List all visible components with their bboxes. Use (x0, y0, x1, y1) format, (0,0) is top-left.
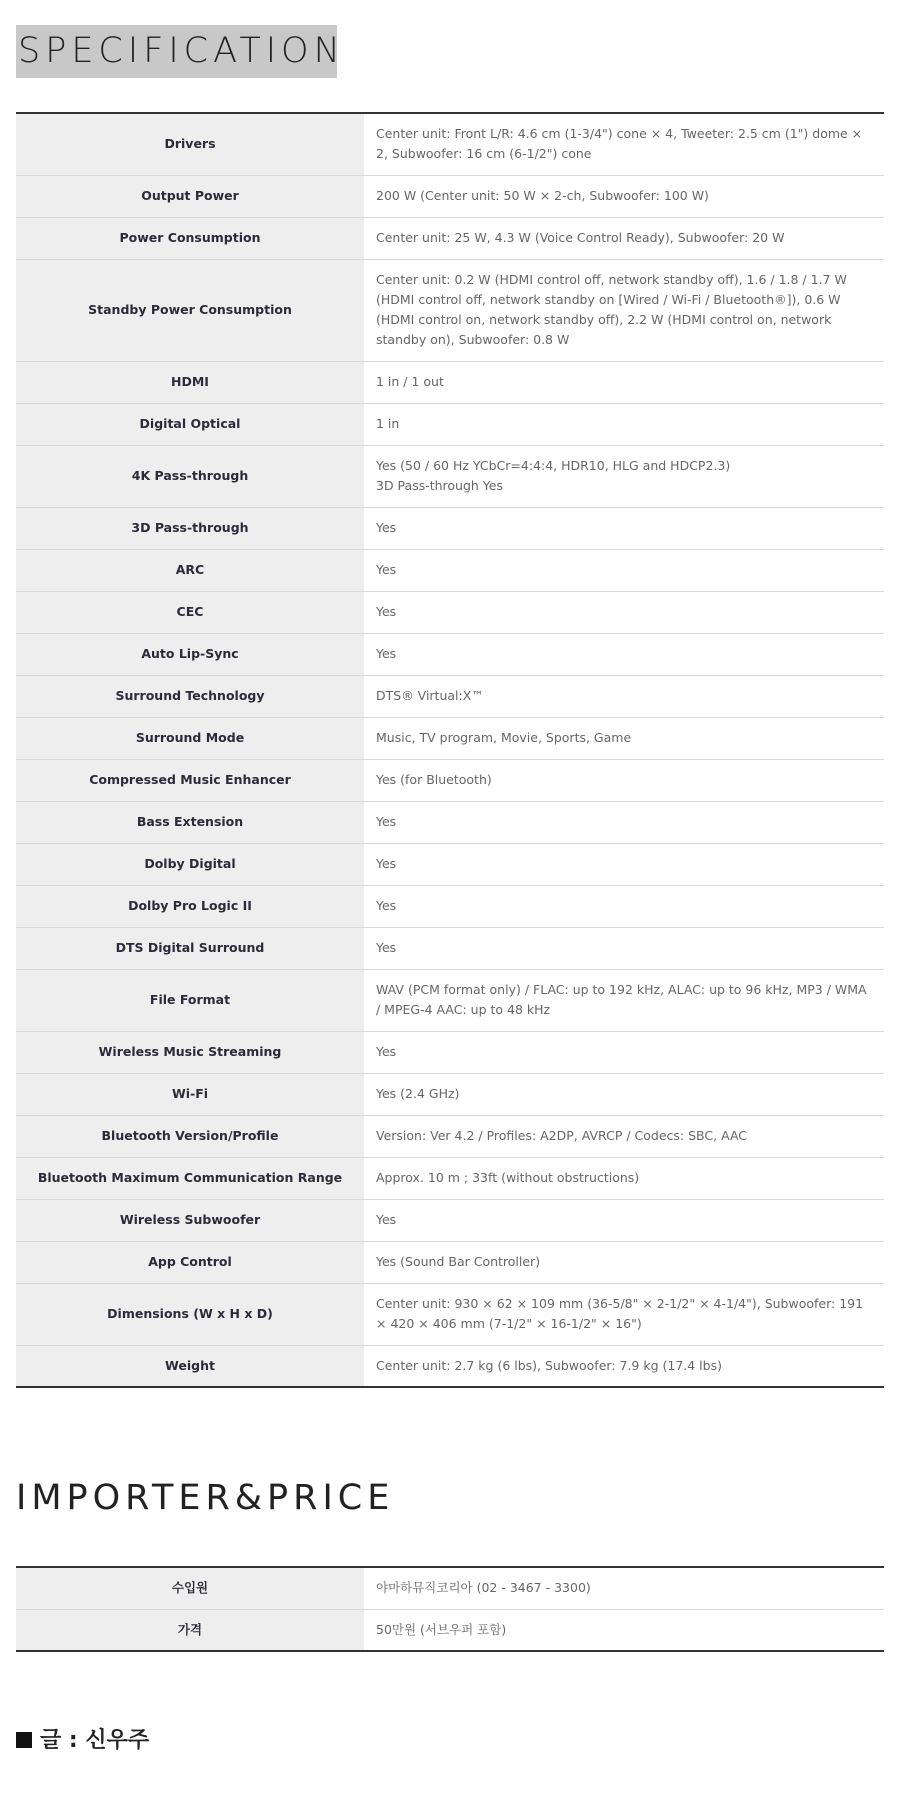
importer-label: 가격 (16, 1609, 364, 1651)
table-row (16, 403, 884, 445)
table-row (16, 259, 884, 361)
spec-label: Compressed Music Enhancer (16, 759, 364, 801)
table-row (16, 843, 884, 885)
spec-value: Yes (364, 927, 884, 969)
spec-value-line: 3D Pass-through Yes (376, 478, 503, 493)
importer-value: 야마하뮤직코리아 (02 - 3467 - 3300) (364, 1567, 884, 1609)
importer-label: 수입원 (16, 1567, 364, 1609)
spec-value (364, 445, 884, 507)
spec-label: Weight (16, 1345, 364, 1387)
spec-value: Yes (364, 507, 884, 549)
spec-label: 4K Pass-through (16, 445, 364, 507)
table-row (16, 1567, 884, 1609)
black-square-icon (16, 1732, 32, 1748)
spec-label: Wireless Music Streaming (16, 1031, 364, 1073)
spec-value: Yes (2.4 GHz) (364, 1073, 884, 1115)
table-row (16, 675, 884, 717)
table-row (16, 885, 884, 927)
importer-table-container (16, 1566, 884, 1652)
spec-value: Yes (364, 843, 884, 885)
spec-label: Bluetooth Version/Profile (16, 1115, 364, 1157)
table-row (16, 1609, 884, 1651)
spec-label: Dolby Pro Logic II (16, 885, 364, 927)
table-row (16, 113, 884, 175)
spec-value: 200 W (Center unit: 50 W × 2-ch, Subwoofer: 100 W) (364, 175, 884, 217)
spec-value: Yes (364, 801, 884, 843)
spec-value: 1 in / 1 out (364, 361, 884, 403)
spec-value: WAV (PCM format only) / FLAC: up to 192 kHz, ALAC: up to 96 kHz, MP3 / WMA / MPEG-4 AAC: up to 48 kHz (364, 969, 884, 1031)
table-row (16, 969, 884, 1031)
byline-text: 글 : 신우주 (40, 1728, 150, 1753)
spec-value: Yes (364, 591, 884, 633)
spec-label: CEC (16, 591, 364, 633)
importer-section-title: IMPORTER&PRICE (16, 1478, 395, 1518)
spec-value: Music, TV program, Movie, Sports, Game (364, 717, 884, 759)
spec-section-title: SPECIFICATION (18, 31, 345, 71)
table-row (16, 175, 884, 217)
spec-label: HDMI (16, 361, 364, 403)
table-row (16, 217, 884, 259)
table-row (16, 507, 884, 549)
spec-table (16, 112, 884, 1388)
spec-label: Standby Power Consumption (16, 259, 364, 361)
spec-value: Yes (364, 885, 884, 927)
spec-value: Yes (364, 1031, 884, 1073)
spec-label: Drivers (16, 113, 364, 175)
table-row (16, 633, 884, 675)
byline (16, 1723, 149, 1754)
table-row (16, 927, 884, 969)
table-row (16, 717, 884, 759)
spec-label: App Control (16, 1241, 364, 1283)
spec-label: 3D Pass-through (16, 507, 364, 549)
table-row (16, 1241, 884, 1283)
spec-label: Bass Extension (16, 801, 364, 843)
spec-value: Center unit: Front L/R: 4.6 cm (1-3/4") cone × 4, Tweeter: 2.5 cm (1") dome × 2, Subwoofer: 16 cm (6-1/2") cone (364, 113, 884, 175)
table-row (16, 361, 884, 403)
table-row (16, 591, 884, 633)
spec-value: Center unit: 930 × 62 × 109 mm (36-5/8" × 2-1/2" × 4-1/4"), Subwoofer: 191 × 420 × 406 mm (7-1/2" × 16-1/2" × 16") (364, 1283, 884, 1345)
spec-value: Yes (for Bluetooth) (364, 759, 884, 801)
table-row (16, 801, 884, 843)
spec-label: Power Consumption (16, 217, 364, 259)
table-row (16, 1199, 884, 1241)
spec-label: DTS Digital Surround (16, 927, 364, 969)
spec-value: 1 in (364, 403, 884, 445)
table-row (16, 1283, 884, 1345)
spec-value-line: Yes (50 / 60 Hz YCbCr=4:4:4, HDR10, HLG and HDCP2.3) (376, 458, 731, 473)
table-row (16, 759, 884, 801)
spec-value: Yes (Sound Bar Controller) (364, 1241, 884, 1283)
spec-label: File Format (16, 969, 364, 1031)
spec-label: Wireless Subwoofer (16, 1199, 364, 1241)
spec-label: Digital Optical (16, 403, 364, 445)
spec-label: Surround Technology (16, 675, 364, 717)
table-row (16, 1031, 884, 1073)
spec-label: Auto Lip-Sync (16, 633, 364, 675)
table-row (16, 445, 884, 507)
spec-label: Dolby Digital (16, 843, 364, 885)
table-row (16, 1345, 884, 1387)
spec-label: Wi-Fi (16, 1073, 364, 1115)
spec-label: Output Power (16, 175, 364, 217)
spec-value: Approx. 10 m ; 33ft (without obstructions) (364, 1157, 884, 1199)
spec-title-highlight (16, 25, 345, 78)
spec-label: Surround Mode (16, 717, 364, 759)
spec-value: Yes (364, 633, 884, 675)
spec-value: Yes (364, 549, 884, 591)
spec-label: Bluetooth Maximum Communication Range (16, 1157, 364, 1199)
spec-label: ARC (16, 549, 364, 591)
spec-value: DTS® Virtual:X™ (364, 675, 884, 717)
spec-table-container (16, 112, 884, 1388)
spec-value: Center unit: 25 W, 4.3 W (Voice Control Ready), Subwoofer: 20 W (364, 217, 884, 259)
table-row (16, 1157, 884, 1199)
spec-label: Dimensions (W x H x D) (16, 1283, 364, 1345)
spec-value: Yes (364, 1199, 884, 1241)
importer-table (16, 1566, 884, 1652)
table-row (16, 549, 884, 591)
spec-value: Center unit: 0.2 W (HDMI control off, network standby off), 1.6 / 1.8 / 1.7 W (HDMI control off, network standby on [Wired / Wi-Fi / Bluetooth®]), 0.6 W (HDMI control on, network standby off), 2.2 W (HDMI control on, network standby on), Subwoofer: 0.8 W (364, 259, 884, 361)
spec-value: Version: Ver 4.2 / Profiles: A2DP, AVRCP / Codecs: SBC, AAC (364, 1115, 884, 1157)
importer-value: 50만원 (서브우퍼 포함) (364, 1609, 884, 1651)
table-row (16, 1073, 884, 1115)
spec-value: Center unit: 2.7 kg (6 lbs), Subwoofer: 7.9 kg (17.4 lbs) (364, 1345, 884, 1387)
table-row (16, 1115, 884, 1157)
